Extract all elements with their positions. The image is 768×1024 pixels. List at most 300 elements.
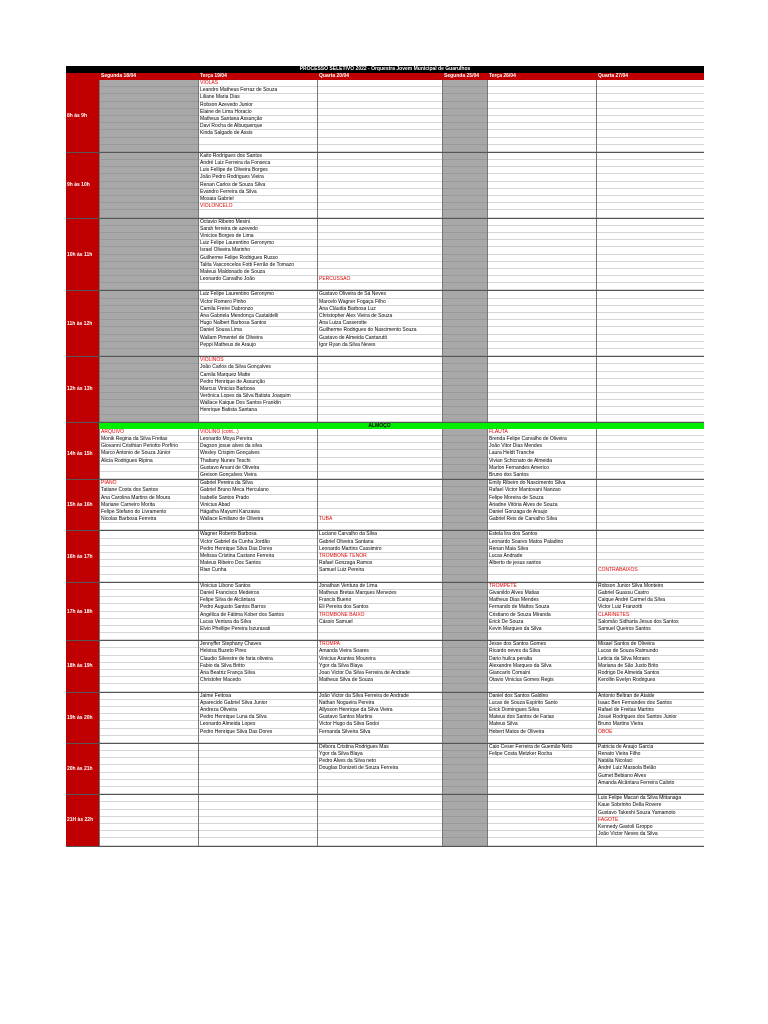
empty-cell	[597, 407, 704, 414]
candidate-name: Rodrigo De Almeida Santos	[597, 670, 704, 677]
empty-cell	[597, 531, 704, 538]
day-column-4	[442, 744, 487, 794]
empty-cell	[443, 349, 487, 356]
empty-cell	[597, 560, 704, 567]
day-column-2	[198, 480, 317, 530]
empty-cell	[488, 773, 596, 780]
empty-cell	[100, 327, 198, 334]
empty-cell	[199, 751, 317, 758]
empty-cell	[318, 233, 442, 240]
day-column-2	[198, 429, 317, 479]
day-column-3	[317, 795, 442, 845]
empty-cell	[443, 684, 487, 691]
empty-cell	[443, 407, 487, 414]
day-column-6	[596, 693, 704, 743]
day-column-5	[487, 641, 596, 691]
empty-cell	[443, 357, 487, 364]
candidate-name: Samuel Queiros Santos	[597, 626, 704, 633]
empty-cell	[100, 386, 198, 393]
time-block	[66, 795, 704, 846]
candidate-name: Josué Rodrigues dos Santos Junior	[597, 714, 704, 721]
candidate-name: Erick Domingues Silva	[488, 707, 596, 714]
empty-cell	[488, 349, 596, 356]
candidate-name: Mateus Maldonado de Souza	[199, 269, 317, 276]
empty-cell	[488, 407, 596, 414]
candidate-name: Igor Ryan da Silva Neves	[318, 342, 442, 349]
empty-cell	[318, 415, 442, 422]
candidate-name: Heloisa Buzeto Pires	[199, 648, 317, 655]
section-heading: FAGOTE	[597, 817, 704, 824]
day-column-3	[317, 357, 442, 422]
candidate-name: Thatiany Nunes Teschi	[199, 458, 317, 465]
empty-cell	[443, 633, 487, 640]
empty-cell	[597, 450, 704, 457]
empty-cell	[597, 516, 704, 523]
empty-cell	[100, 633, 198, 640]
candidate-name: Allysson Henrique da Silva Vieira	[318, 707, 442, 714]
candidate-name: Renan Carlos de Souza Silva	[199, 182, 317, 189]
candidate-name: Emily Ribeiro do Nascimento Silva	[488, 480, 596, 487]
empty-cell	[443, 400, 487, 407]
empty-cell	[488, 255, 596, 262]
empty-cell	[443, 744, 487, 751]
candidate-name: Caio Ceser Ferreira de Guemão Neto	[488, 744, 596, 751]
empty-cell	[443, 583, 487, 590]
candidate-name: Leonardo Martins Cassimiro	[318, 546, 442, 553]
candidate-name: Wallace Emiliano de Oliveira	[199, 516, 317, 523]
candidate-name: Kennedy Gavioli Groppo	[597, 824, 704, 831]
candidate-name: Matheus Bretas Marques Menezes	[318, 590, 442, 597]
candidate-name: Gustavo Arvani de Oliveira	[199, 465, 317, 472]
day-column-6	[596, 641, 704, 691]
empty-cell	[488, 283, 596, 290]
day-column-6	[596, 744, 704, 794]
empty-cell	[488, 94, 596, 101]
empty-cell	[443, 320, 487, 327]
time-block	[66, 219, 704, 292]
empty-cell	[318, 255, 442, 262]
empty-cell	[488, 182, 596, 189]
empty-cell	[443, 693, 487, 700]
section-heading: VIOLINOS	[199, 357, 317, 364]
empty-cell	[597, 575, 704, 582]
candidate-name: Marcus Vinicius Barbosa	[199, 386, 317, 393]
empty-cell	[199, 736, 317, 743]
empty-cell	[597, 189, 704, 196]
day-column-2	[198, 153, 317, 218]
empty-cell	[443, 283, 487, 290]
day-column-5	[487, 80, 596, 152]
day-column-2	[198, 80, 317, 152]
day-column-2	[198, 531, 317, 581]
empty-cell	[100, 670, 198, 677]
candidate-name: Leandro Matheus Ferraz de Souza	[199, 87, 317, 94]
candidate-name: João Carlos da Silva Gonçalves	[199, 364, 317, 371]
empty-cell	[318, 509, 442, 516]
empty-cell	[443, 721, 487, 728]
empty-cell	[443, 531, 487, 538]
day-column-4	[442, 583, 487, 641]
empty-cell	[318, 174, 442, 181]
empty-cell	[597, 487, 704, 494]
day-column-6	[596, 291, 704, 356]
empty-cell	[597, 386, 704, 393]
candidate-name: Hágatha Mayumi Kanzawa	[199, 509, 317, 516]
empty-cell	[488, 838, 596, 845]
empty-cell	[443, 130, 487, 137]
empty-cell	[318, 626, 442, 633]
empty-cell	[597, 123, 704, 130]
candidate-name: Matheus Dias Mendes	[488, 597, 596, 604]
empty-cell	[100, 838, 198, 845]
empty-cell	[488, 240, 596, 247]
candidate-name: Pedro Henrique de Assunção	[199, 379, 317, 386]
day-column-1	[99, 744, 198, 794]
candidate-name: Marcelo Wagner Fogaça Filho	[318, 299, 442, 306]
empty-cell	[100, 210, 198, 217]
empty-cell	[443, 648, 487, 655]
empty-cell	[488, 160, 596, 167]
day-column-4	[442, 795, 487, 845]
candidate-name: Victor Gabriel da Cunha Jordão	[199, 539, 317, 546]
empty-cell	[488, 167, 596, 174]
empty-cell	[597, 306, 704, 313]
empty-cell	[597, 94, 704, 101]
candidate-name: Amanda Vieira Soares	[318, 648, 442, 655]
empty-cell	[443, 597, 487, 604]
section-heading: CLARINETES	[597, 612, 704, 619]
time-label: 12h às 13h	[66, 357, 99, 422]
empty-cell	[318, 357, 442, 364]
empty-cell	[100, 802, 198, 809]
empty-cell	[318, 817, 442, 824]
empty-cell	[597, 443, 704, 450]
candidate-name: Matheus Silva de Souza	[318, 677, 442, 684]
time-block	[66, 153, 704, 219]
day-column-6	[596, 80, 704, 152]
empty-cell	[100, 379, 198, 386]
empty-cell	[488, 765, 596, 772]
empty-cell	[597, 495, 704, 502]
day-column-1	[99, 80, 198, 152]
time-block	[66, 583, 704, 642]
time-label: 17h às 18h	[66, 583, 99, 641]
candidate-name: Luis Felipe Macari da Silva Mittanaga	[597, 795, 704, 802]
empty-cell	[443, 817, 487, 824]
empty-cell	[488, 299, 596, 306]
candidate-name: Patricia de Araujo Garcia	[597, 744, 704, 751]
empty-cell	[199, 210, 317, 217]
candidate-name: Fabio da Silva Britto	[199, 663, 317, 670]
section-heading: ARQUIVO	[100, 429, 198, 436]
candidate-name: Pedro Henrique Luna da Silva	[199, 714, 317, 721]
candidate-name: Giancarlo Comaini	[488, 670, 596, 677]
candidate-name: Vinicius Libono Santos	[199, 583, 317, 590]
empty-cell	[100, 523, 198, 530]
empty-cell	[488, 291, 596, 298]
candidate-name: Hebert Matos de Oliveira	[488, 729, 596, 736]
day-column-6	[596, 531, 704, 581]
candidate-name: Pedro Henrique Silva Das Dores	[199, 546, 317, 553]
empty-cell	[488, 393, 596, 400]
empty-cell	[443, 386, 487, 393]
empty-cell	[443, 306, 487, 313]
empty-cell	[488, 313, 596, 320]
empty-cell	[443, 123, 487, 130]
empty-cell	[100, 773, 198, 780]
day-column-1	[99, 480, 198, 530]
empty-cell	[443, 575, 487, 582]
candidate-name: Vinicius Arantes Moureira	[318, 656, 442, 663]
day-column-3	[317, 153, 442, 218]
time-label: 8h às 9h	[66, 80, 99, 152]
empty-cell	[318, 116, 442, 123]
empty-cell	[443, 656, 487, 663]
empty-cell	[199, 824, 317, 831]
empty-cell	[318, 189, 442, 196]
empty-cell	[488, 364, 596, 371]
candidate-name: Greison Gonçalves Vieira	[199, 472, 317, 479]
day-column-2	[198, 795, 317, 845]
empty-cell	[443, 590, 487, 597]
empty-cell	[488, 824, 596, 831]
empty-cell	[443, 795, 487, 802]
empty-cell	[488, 758, 596, 765]
empty-cell	[597, 480, 704, 487]
empty-cell	[597, 174, 704, 181]
empty-cell	[597, 364, 704, 371]
empty-cell	[443, 765, 487, 772]
candidate-name: Robson Azevedo Junior	[199, 102, 317, 109]
candidate-name: Jennyffer Stephany Chaves	[199, 641, 317, 648]
empty-cell	[597, 102, 704, 109]
candidate-name: Monik Regina da Silva Freitas	[100, 436, 198, 443]
candidate-name: Dagson josue alves da silva	[199, 443, 317, 450]
empty-cell	[488, 189, 596, 196]
section-heading: FLAUTA	[488, 429, 596, 436]
empty-cell	[597, 276, 704, 283]
candidate-name: Wallace Kaique Dos Santos Franklin	[199, 400, 317, 407]
empty-cell	[100, 226, 198, 233]
empty-cell	[488, 276, 596, 283]
candidate-name: Rafael de Freitas Martins	[597, 707, 704, 714]
candidate-name: Marlon Fernandes Americo	[488, 465, 596, 472]
empty-cell	[597, 379, 704, 386]
empty-cell	[443, 94, 487, 101]
empty-cell	[100, 700, 198, 707]
empty-cell	[318, 810, 442, 817]
empty-cell	[597, 313, 704, 320]
header-seg1804: Segunda 18/04	[101, 73, 137, 79]
empty-cell	[100, 174, 198, 181]
candidate-name: Douglas Donizeti de Souza Ferreira	[318, 765, 442, 772]
empty-cell	[597, 787, 704, 794]
empty-cell	[318, 203, 442, 210]
empty-cell	[443, 707, 487, 714]
empty-cell	[318, 400, 442, 407]
candidate-name: Daniel Gonzaga de Araujo	[488, 509, 596, 516]
empty-cell	[488, 226, 596, 233]
candidate-name: Camila Freire Dabronzo	[199, 306, 317, 313]
candidate-name: Ana Cláudia Barbosa Luz	[318, 306, 442, 313]
empty-cell	[100, 364, 198, 371]
empty-cell	[443, 773, 487, 780]
candidate-name: Giovanni Cristhian Periotto Porfírio	[100, 443, 198, 450]
empty-cell	[597, 838, 704, 845]
empty-cell	[597, 393, 704, 400]
empty-cell	[597, 226, 704, 233]
candidate-name: Kinda Salgado de Assis	[199, 130, 317, 137]
empty-cell	[443, 262, 487, 269]
candidate-name: Antonio Beltran de Ataide	[597, 693, 704, 700]
empty-cell	[597, 320, 704, 327]
empty-cell	[488, 567, 596, 574]
candidate-name: Felipe Stefano do Livramento	[100, 509, 198, 516]
empty-cell	[199, 810, 317, 817]
candidate-name: Mateus Silva	[488, 721, 596, 728]
day-column-4	[442, 153, 487, 218]
header-ter2604: Terça 26/04	[489, 73, 516, 79]
empty-cell	[199, 838, 317, 845]
day-column-5	[487, 693, 596, 743]
candidate-name: Luiz Felipe Laurentino Geronymo	[199, 240, 317, 247]
empty-cell	[318, 450, 442, 457]
candidate-name: Otavio Vinicius Gomes Regis	[488, 677, 596, 684]
section-heading: VIOLAS	[199, 80, 317, 87]
empty-cell	[597, 262, 704, 269]
candidate-name: Liliane Maria Dias	[199, 94, 317, 101]
candidate-name: Lucas Andrade	[488, 553, 596, 560]
section-heading: VIOLONCELO	[199, 203, 317, 210]
candidate-name: Lucas de Souza Espírito Santo	[488, 700, 596, 707]
candidate-name: Leonardo Carvalho João	[199, 276, 317, 283]
candidate-name: Pedro Henrique Silva Das Dores	[199, 729, 317, 736]
day-column-1	[99, 531, 198, 581]
morning-blocks	[66, 80, 704, 423]
candidate-name: Claudio Silvestre de faria oliveira	[199, 656, 317, 663]
candidate-name: Wesley Crispim Gonçalves	[199, 450, 317, 457]
empty-cell	[488, 802, 596, 809]
time-block	[66, 641, 704, 692]
day-column-4	[442, 80, 487, 152]
empty-cell	[443, 327, 487, 334]
candidate-name: Victor Luiz Franzotti	[597, 604, 704, 611]
candidate-name: João Pedro Rodrigues Vieira	[199, 174, 317, 181]
candidate-name: Christopher Alex Vieira de Souza	[318, 313, 442, 320]
empty-cell	[100, 196, 198, 203]
day-column-5	[487, 795, 596, 845]
empty-cell	[443, 372, 487, 379]
empty-cell	[443, 450, 487, 457]
day-column-5	[487, 219, 596, 291]
empty-cell	[100, 684, 198, 691]
candidate-name: João Victor Neves da Silva	[597, 831, 704, 838]
candidate-name: Sarah ferreira de azevedo	[199, 226, 317, 233]
empty-cell	[100, 810, 198, 817]
empty-cell	[443, 313, 487, 320]
empty-cell	[199, 802, 317, 809]
candidate-name: Nathan Nogueira Pereira	[318, 700, 442, 707]
empty-cell	[318, 283, 442, 290]
empty-cell	[100, 130, 198, 137]
empty-cell	[443, 379, 487, 386]
candidate-name: Luis Fellipe de Oliveira Borges	[199, 167, 317, 174]
empty-cell	[318, 824, 442, 831]
empty-cell	[199, 817, 317, 824]
empty-cell	[597, 335, 704, 342]
section-heading: TROMBONE BAIXO	[318, 612, 442, 619]
empty-cell	[443, 495, 487, 502]
empty-cell	[597, 145, 704, 152]
empty-cell	[443, 502, 487, 509]
empty-cell	[597, 196, 704, 203]
empty-cell	[488, 80, 596, 87]
empty-cell	[443, 299, 487, 306]
candidate-name: Angélica de Fátima Kober dos Santos	[199, 612, 317, 619]
empty-cell	[443, 269, 487, 276]
empty-cell	[318, 465, 442, 472]
empty-cell	[443, 560, 487, 567]
empty-cell	[100, 751, 198, 758]
empty-cell	[100, 567, 198, 574]
empty-cell	[100, 736, 198, 743]
day-column-5	[487, 583, 596, 641]
empty-cell	[100, 744, 198, 751]
candidate-name: Melissa Cristina Castano Ferreira	[199, 553, 317, 560]
empty-cell	[318, 773, 442, 780]
candidate-name: Estela lira dos Santos	[488, 531, 596, 538]
empty-cell	[318, 780, 442, 787]
candidate-name: Guilherme Rodrigues do Nascimento Souza	[318, 327, 442, 334]
candidate-name: Guilherme Felipe Rodrigues Russo	[199, 255, 317, 262]
candidate-name: Pedro Alves da Silva neto	[318, 758, 442, 765]
empty-cell	[443, 751, 487, 758]
empty-cell	[443, 472, 487, 479]
empty-cell	[318, 182, 442, 189]
empty-cell	[318, 393, 442, 400]
candidate-name: Débora Cristina Rodrigues Mas	[318, 744, 442, 751]
empty-cell	[100, 291, 198, 298]
empty-cell	[318, 487, 442, 494]
empty-cell	[318, 153, 442, 160]
empty-cell	[488, 153, 596, 160]
empty-cell	[318, 838, 442, 845]
candidate-name: Tatiane Costa dos Santos	[100, 487, 198, 494]
empty-cell	[597, 327, 704, 334]
empty-cell	[443, 138, 487, 145]
empty-cell	[318, 386, 442, 393]
empty-cell	[443, 145, 487, 152]
lunch-label: ALMOÇO	[317, 423, 442, 429]
candidate-name: Ana Carolina Martins de Moura	[100, 495, 198, 502]
candidate-name: Misael Santos de Oliveira	[597, 641, 704, 648]
empty-cell	[100, 160, 198, 167]
empty-cell	[100, 721, 198, 728]
empty-cell	[597, 153, 704, 160]
empty-cell	[100, 342, 198, 349]
empty-cell	[318, 196, 442, 203]
empty-cell	[597, 283, 704, 290]
day-column-4	[442, 291, 487, 356]
time-label: 16h às 17h	[66, 531, 99, 581]
empty-cell	[199, 765, 317, 772]
candidate-name: Brenda Felipe Carvalho de Oliveira	[488, 436, 596, 443]
candidate-name: Cássio Samuel	[318, 619, 442, 626]
candidate-name: Gabriel Pereira da Silva	[199, 480, 317, 487]
candidate-name: Camila Marquez Matte	[199, 372, 317, 379]
empty-cell	[597, 203, 704, 210]
candidate-name: Felipe Costa Metzker Rocha	[488, 751, 596, 758]
